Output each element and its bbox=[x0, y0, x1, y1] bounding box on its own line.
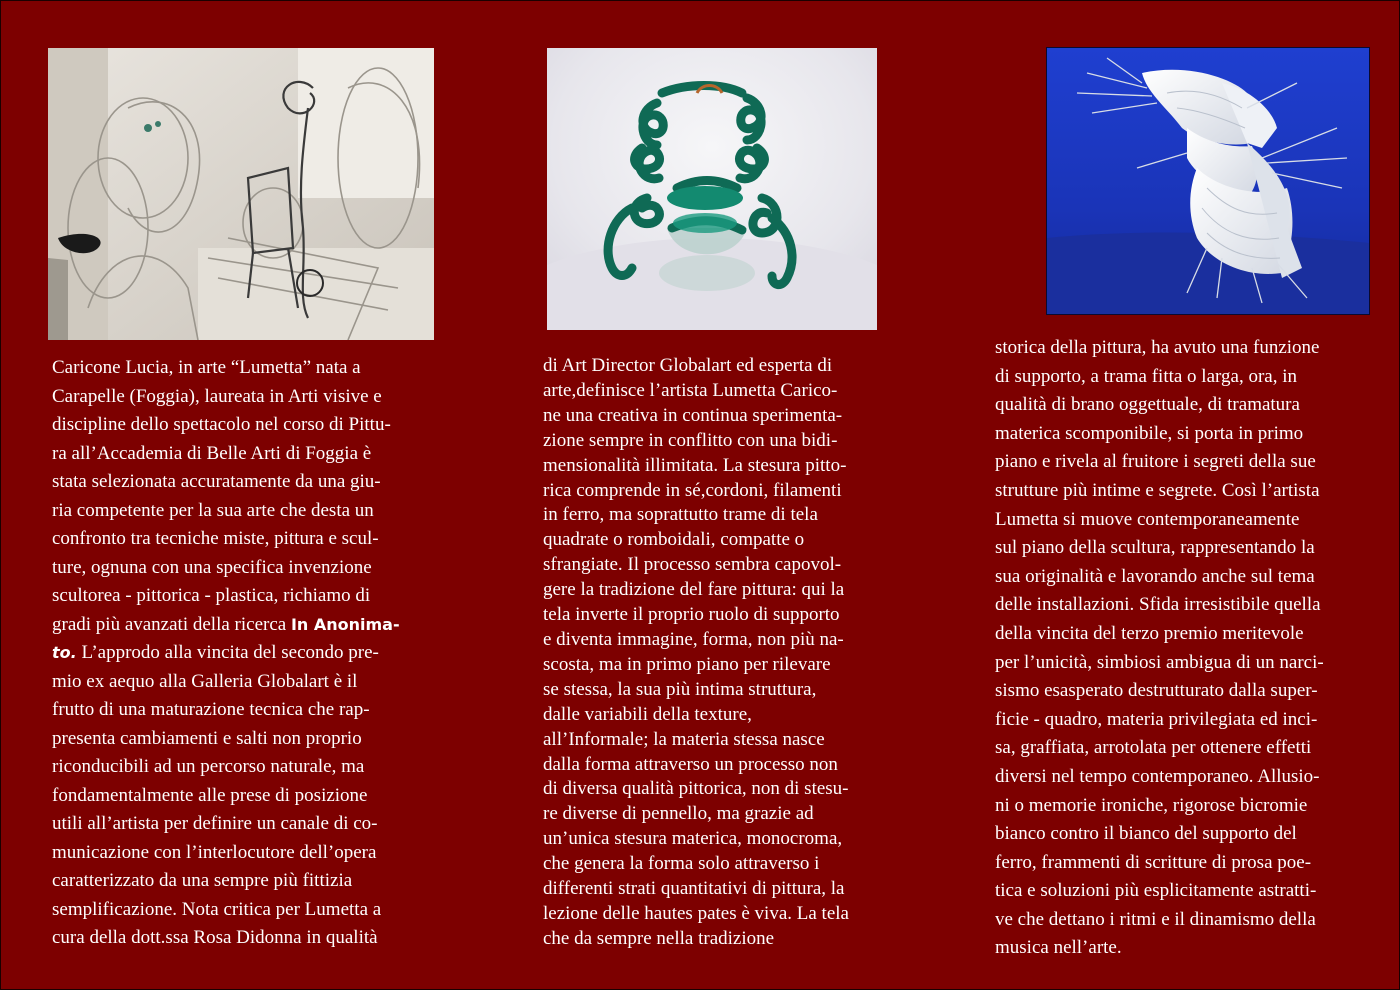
text-line: semplificazione. Nota critica per Lumetta a bbox=[52, 898, 382, 920]
text-line: materica scomponibile, si porta in primo bbox=[995, 422, 1304, 444]
text-line: scultorea - pittorica - plastica, richiamo di bbox=[52, 585, 371, 606]
text-line: Carapelle (Foggia), laureata in Arti visive e bbox=[52, 385, 382, 407]
text-line: della vincita del terzo premio meritevole bbox=[995, 622, 1304, 644]
text-line: lezione delle hautes pates è viva. La tela bbox=[543, 902, 849, 924]
text-line: gere la tradizione del fare pittura: qui la bbox=[543, 579, 845, 601]
text-segment: L’approdo alla vincita del secondo pre- bbox=[76, 642, 379, 663]
text-line: tela inverte il proprio ruolo di supporto bbox=[543, 604, 840, 626]
text-line: diversi nel tempo contemporaneo. Allusio- bbox=[995, 765, 1320, 787]
text-line: Lumetta si muove contemporaneamente bbox=[995, 508, 1300, 530]
text-line: municazione con l’interlocutore dell’opera bbox=[52, 841, 377, 863]
text-line: delle installazioni. Sfida irresistibile quella bbox=[995, 594, 1321, 616]
exhibition-title-highlight: to. bbox=[52, 643, 77, 662]
text-line: sul piano della scultura, rappresentando la bbox=[995, 537, 1315, 559]
text-line: dalla forma attraverso un processo non bbox=[543, 753, 838, 775]
text-line: zione sempre in conflitto con una bidi- bbox=[543, 429, 838, 451]
text-line: ve che dettano i ritmi e il dinamismo della bbox=[995, 908, 1316, 930]
text-line: rica comprende in sé,cordoni, filamenti bbox=[543, 479, 842, 501]
text-line: riconducibili ad un percorso naturale, ma bbox=[52, 756, 365, 777]
text-line: per l’unicità, simbiosi ambigua di un narci- bbox=[995, 651, 1324, 673]
text-line: musica nell’arte. bbox=[995, 937, 1122, 959]
text-line: di Art Director Globalart ed esperta di bbox=[543, 355, 833, 376]
text-segment: gradi più avanzati della ricerca bbox=[52, 613, 291, 635]
text-line: caratterizzato da una sempre più fittizia bbox=[52, 870, 353, 891]
text-line: utili all’artista per definire un canale di co- bbox=[52, 813, 378, 834]
text-line: fondamentalmente alle prese di posizione bbox=[52, 784, 368, 806]
text-line: ni o memorie ironiche, rigorose bicromie bbox=[995, 794, 1308, 816]
text-line: sfrangiate. Il processo sembra capovol- bbox=[543, 554, 842, 576]
text-line: scosta, ma in primo piano per rilevare bbox=[543, 653, 831, 675]
text-line: storica della pittura, ha avuto una funzione bbox=[995, 337, 1320, 358]
text-line: ferro, frammenti di scritture di prosa poe- bbox=[995, 851, 1312, 873]
text-line: un’unica stesura materica, monocroma, bbox=[543, 828, 843, 850]
text-line: confronto tra tecniche miste, pittura e scul- bbox=[52, 528, 379, 549]
text-line: ture, ognuna con una specifica invenzione bbox=[52, 556, 372, 578]
text-line: quadrate o romboidali, compatte o bbox=[543, 529, 805, 551]
text-line: all’Informale; la materia stessa nasce bbox=[543, 728, 825, 750]
text-line: sa, graffiata, arrotolata per ottenere effetti bbox=[995, 737, 1312, 759]
text-line: se stessa, la sua più intima struttura, bbox=[543, 678, 817, 700]
text-line: tica e soluzioni più esplicitamente astratti- bbox=[995, 880, 1317, 902]
text-line: che da sempre nella tradizione bbox=[543, 927, 775, 949]
text-line: e diventa immagine, forma, non più na- bbox=[543, 628, 844, 650]
text-line: ficie - quadro, materia privilegiata ed inci- bbox=[995, 708, 1318, 730]
text-line: ria competente per la sua arte che desta un bbox=[52, 499, 374, 521]
exhibition-title-highlight: In Anonima- bbox=[290, 614, 400, 634]
text-line: in ferro, ma soprattutto trame di tela bbox=[543, 504, 818, 526]
text-line: qualità di brano oggettuale, di tramatura bbox=[995, 394, 1300, 416]
text-line: piano e rivela al fruitore i segreti della sue bbox=[995, 451, 1316, 473]
text-line: mio ex aequo alla Galleria Globalart è il bbox=[52, 670, 358, 692]
text-line: bianco contro il bianco del supporto del bbox=[995, 823, 1297, 845]
text-line: presenta cambiamenti e salti non proprio bbox=[52, 727, 362, 749]
text-line: Caricone Lucia, in arte “Lumetta” nata a bbox=[52, 357, 361, 378]
text-line: differenti strati quantitativi di pittura, la bbox=[543, 878, 845, 900]
text-line: re diverse di pennello, ma grazie ad bbox=[543, 803, 814, 825]
text-column-3 bbox=[995, 334, 1324, 963]
text-line: ne una creativa in continua sperimenta- bbox=[543, 404, 843, 426]
text-column-1 bbox=[52, 354, 400, 953]
text-line bbox=[52, 639, 400, 668]
text-line: cura della dott.ssa Rosa Didonna in qualità bbox=[52, 927, 378, 948]
text-line: di diversa qualità pittorica, non di stesu- bbox=[543, 778, 849, 800]
text-line: sismo esasperato destrutturato dalla super- bbox=[995, 680, 1318, 702]
text-line: ra all’Accademia di Belle Arti di Foggia è bbox=[52, 442, 372, 464]
photo-white-sculpture bbox=[1046, 47, 1370, 315]
text-column-2 bbox=[543, 354, 849, 952]
text-line: mensionalità illimitata. La stesura pitto- bbox=[543, 454, 847, 476]
text-line: strutture più intime e segrete. Così l’artista bbox=[995, 479, 1320, 501]
text-line: frutto di una maturazione tecnica che rap- bbox=[52, 699, 370, 720]
text-line bbox=[52, 611, 400, 640]
text-line: arte,definisce l’artista Lumetta Carico- bbox=[543, 379, 838, 401]
text-line: discipline dello spettacolo nel corso di Pittu- bbox=[52, 414, 391, 435]
text-line: sua originalità e lavorando anche sul tema bbox=[995, 565, 1315, 587]
photo-green-coil-sculpture bbox=[547, 48, 877, 330]
text-line: dalle variabili della texture, bbox=[543, 703, 752, 725]
text-line: di supporto, a trama fitta o larga, ora, in bbox=[995, 365, 1297, 387]
photo-wire-sculptures bbox=[48, 48, 434, 340]
text-line: che genera la forma solo attraverso i bbox=[543, 853, 820, 875]
text-line: stata selezionata accuratamente da una giu- bbox=[52, 471, 381, 492]
